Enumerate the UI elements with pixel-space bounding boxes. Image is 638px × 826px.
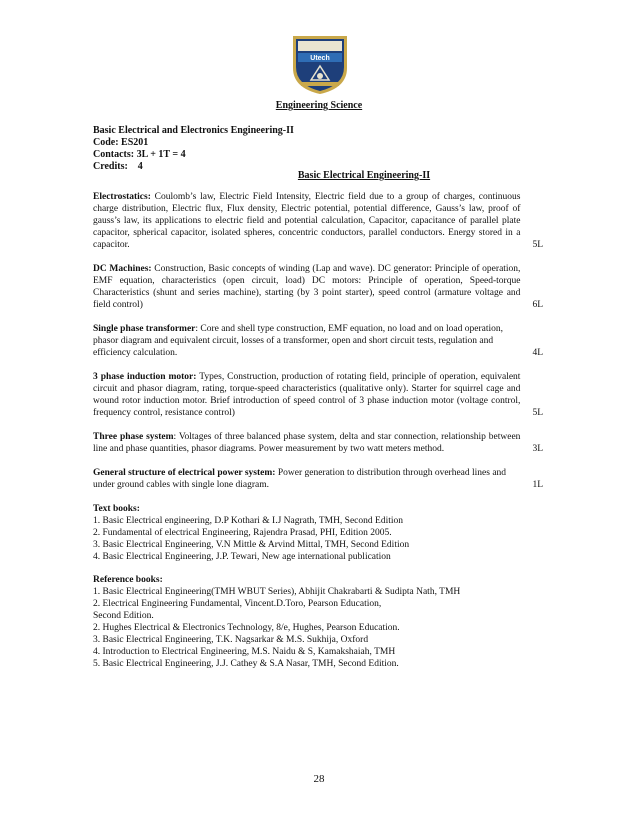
- section-text: Types, Construction, production of rotating field, principle of operation, equivalent circuit and phasor diagram, rating, torque-speed characteristics (qualitative only). Starter for squirrel cage and wound rotor induction motor. Brief introduction of speed control of 3 phase induction motor (voltage control, frequency control, resistance control): [93, 372, 521, 418]
- section-hours: 4L: [532, 348, 543, 358]
- list-item: 4. Basic Electrical Engineering, J.P. Tewari, New age international publication: [93, 552, 391, 562]
- section-electrostatics: [93, 191, 543, 251]
- list-item: 3. Basic Electrical Engineering, T.K. Nagsarkar & M.S. Sukhija, Oxford: [93, 635, 369, 645]
- section-text: : Voltages of three balanced phase system, delta and star connection, relationship between line and phase quantities, phasor diagrams. Power measurement by two watt meters method.: [93, 432, 521, 454]
- section-hours: 5L: [532, 408, 543, 418]
- list-item: 1. Basic Electrical Engineering(TMH WBUT Series), Abhijit Chakrabarti & Sudipta Nath, TMH: [93, 587, 461, 597]
- section-heading: Single phase transformer: [93, 324, 196, 334]
- logo-name: Utech: [310, 55, 330, 62]
- section-power-system: [93, 467, 543, 491]
- course-contacts: Contacts: 3L + 1T = 4: [93, 149, 186, 160]
- course-meta: [93, 125, 294, 173]
- list-item: 4. Introduction to Electrical Engineering, M.S. Naidu & S, Kamakshaiah, TMH: [93, 647, 396, 657]
- page-title: Engineering Science: [275, 100, 363, 111]
- section-induction-motor: [93, 371, 543, 419]
- section-heading: DC Machines:: [93, 264, 152, 274]
- section-dc-machines: [93, 263, 543, 311]
- list-item: 3. Basic Electrical Engineering, V.N Mittle & Arvind Mittal, TMH, Second Edition: [93, 540, 410, 550]
- course-name: Basic Electrical and Electronics Engineering-II: [93, 125, 294, 136]
- section-hours: 6L: [532, 300, 543, 310]
- text-books-heading: Text books:: [93, 504, 140, 514]
- list-item: Second Edition.: [93, 611, 154, 621]
- section-heading: 3 phase induction motor:: [93, 372, 197, 382]
- course-code: Code: ES201: [93, 137, 149, 148]
- course-credits: Credits: 4: [93, 161, 143, 172]
- section-text: Power generation to distribution through overhead lines and under ground cables with single lone diagram.: [93, 468, 507, 490]
- list-item: 2. Fundamental of electrical Engineering, Rajendra Prasad, PHI, Edition 2005.: [93, 528, 392, 538]
- section-text: Construction, Basic concepts of winding (Lap and wave). DC generator: Principle of operation, EMF equation, characteristics (open circuit, load) DC motors: Principle of operation, Speed-torque Characteristics (shunt and series machine), starting (by 3 point starter), speed control (armature voltage and field control): [93, 264, 521, 310]
- section-heading: Three phase system: [93, 432, 174, 442]
- section-hours: 5L: [532, 240, 543, 250]
- section-heading: Electrostatics:: [93, 192, 151, 202]
- list-item: 5. Basic Electrical Engineering, J.J. Cathey & S.A Nasar, TMH, Second Edition.: [93, 659, 399, 669]
- section-hours: 3L: [532, 444, 543, 454]
- list-item: 1. Basic Electrical engineering, D.P Kothari & I.J Nagrath, TMH, Second Edition: [93, 516, 403, 526]
- page-number: 28: [313, 773, 325, 785]
- reference-books: [93, 574, 543, 670]
- section-hours: 1L: [532, 480, 543, 490]
- section-text: Coulomb’s law, Electric Field Intensity, Electric field due to a group of charges, continuous charge distribution, Electric flux, Flux density, Electric potential, potential difference, Gauss’s law, proof of gauss’s law, its applications to electric field and potential calculation, Capacitor, capacitance of parallel plate capacitor, spherical capacitor, isolated spheres, concentric conductors, parallel conductors. Energy stored in a capacitor.: [93, 192, 521, 250]
- university-logo: [291, 34, 349, 96]
- reference-books-heading: Reference books:: [93, 575, 163, 585]
- subject-subtitle: Basic Electrical Engineering-II: [297, 170, 431, 181]
- section-three-phase-system: [93, 431, 543, 455]
- text-books: [93, 503, 543, 563]
- list-item: 2. Electrical Engineering Fundamental, Vincent.D.Toro, Pearson Education,: [93, 599, 382, 609]
- section-single-phase-transformer: [93, 323, 543, 359]
- section-text: : Core and shell type construction, EMF equation, no load and on load operation, phasor diagram and equivalent circuit, losses of a transformer, open and short circuit tests, regulation and efficiency calculation.: [93, 324, 504, 358]
- section-heading: General structure of electrical power system:: [93, 468, 276, 478]
- syllabus-body: [93, 191, 543, 670]
- list-item: 2. Hughes Electrical & Electronics Technology, 8/e, Hughes, Pearson Education.: [93, 623, 400, 633]
